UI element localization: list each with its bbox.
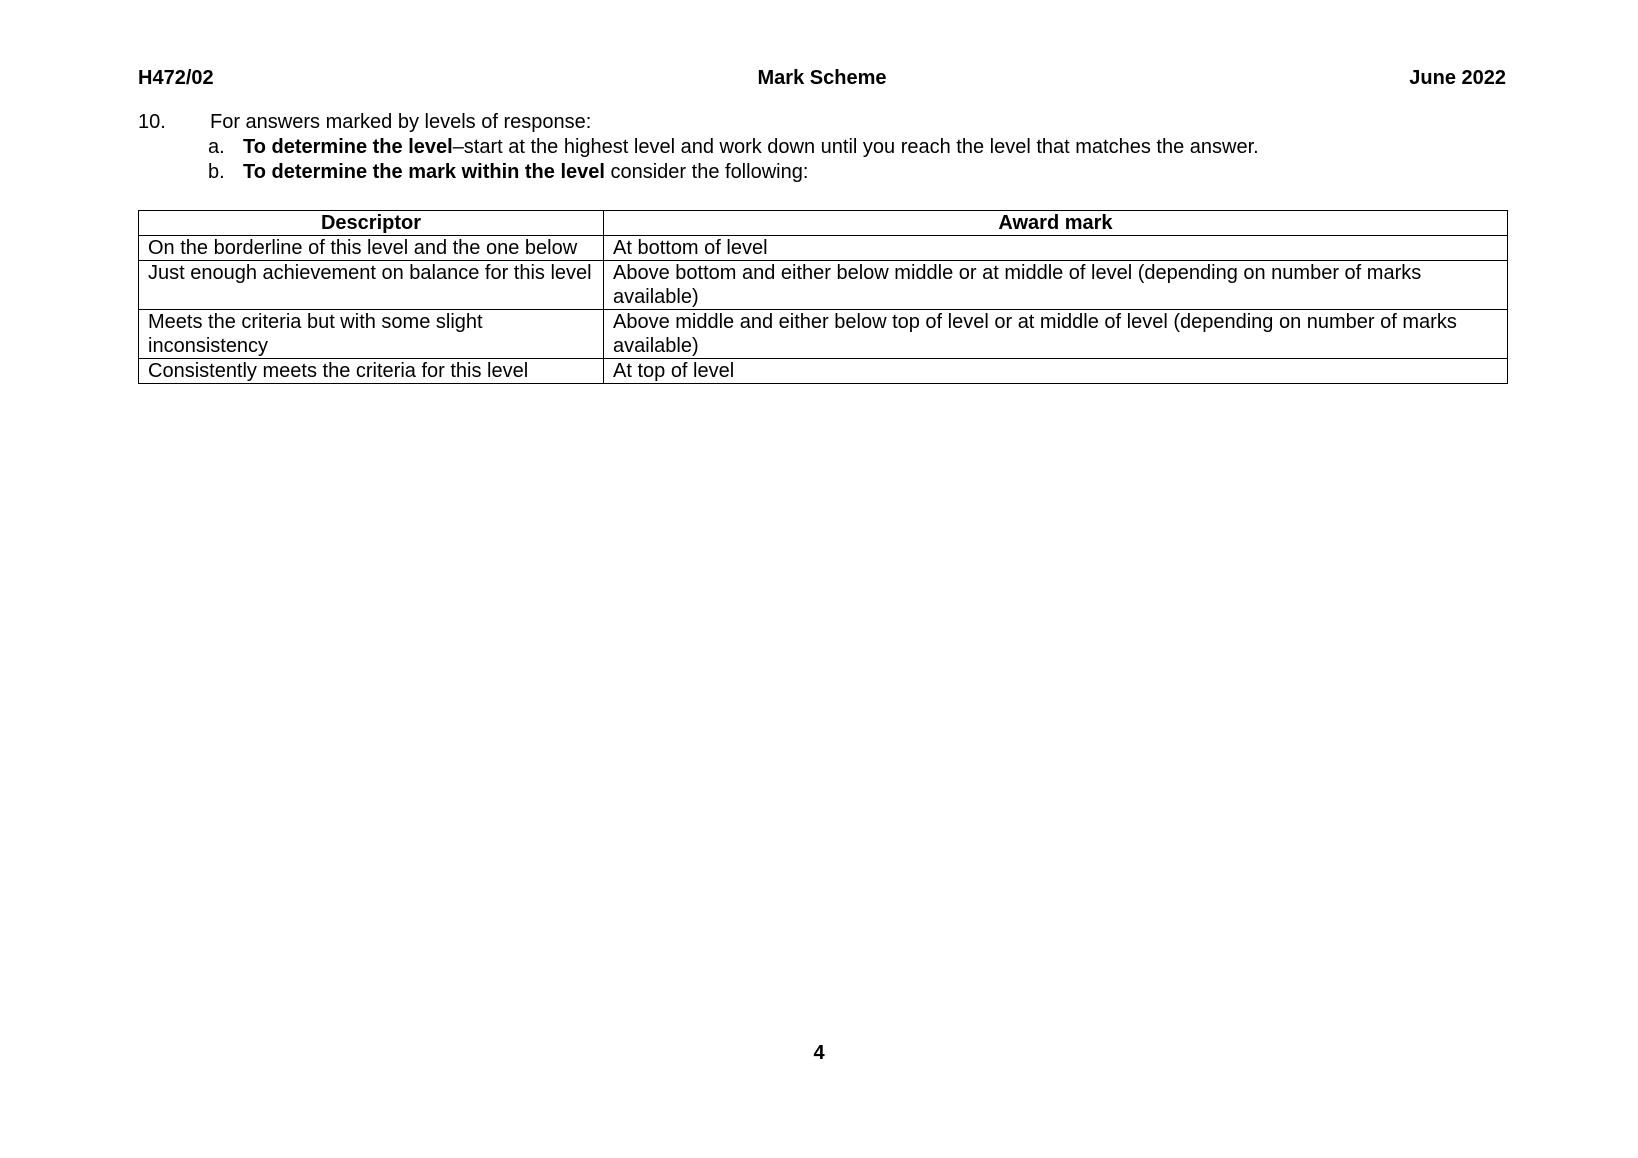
sub-point-b	[208, 160, 808, 185]
table-row	[139, 359, 1508, 384]
descriptor-cell: Meets the criteria but with some slight inconsistency	[139, 310, 604, 359]
table-header-row	[139, 211, 1508, 236]
column-header-descriptor: Descriptor	[139, 211, 604, 236]
table-row	[139, 310, 1508, 359]
table-row	[139, 261, 1508, 310]
sub-point-bold: To determine the mark within the level	[243, 161, 605, 183]
paper-code: H472/02	[138, 67, 214, 89]
descriptor-cell: Just enough achievement on balance for this level	[139, 261, 604, 310]
page-header	[138, 67, 1506, 95]
descriptor-cell: Consistently meets the criteria for this level	[139, 359, 604, 384]
award-mark-cell: At bottom of level	[604, 236, 1508, 261]
award-mark-cell: At top of level	[604, 359, 1508, 384]
column-header-award-mark: Award mark	[604, 211, 1508, 236]
sub-point-text: consider the following:	[604, 161, 809, 183]
sub-point-a	[208, 135, 1259, 160]
document-title: Mark Scheme	[757, 67, 887, 89]
page-number: 4	[813, 1042, 825, 1064]
item-intro: For answers marked by levels of response:	[210, 111, 592, 133]
item-number: 10.	[138, 111, 166, 133]
descriptor-cell: On the borderline of this level and the one below	[139, 236, 604, 261]
sub-point-bold: To determine the level	[243, 136, 453, 158]
award-mark-cell: Above middle and either below top of level or at middle of level (depending on number of marks available)	[604, 310, 1508, 359]
sub-point-text: –start at the highest level and work down until you reach the level that matches the answer.	[452, 136, 1259, 158]
marks-table	[138, 210, 1508, 384]
award-mark-cell: Above bottom and either below middle or at middle of level (depending on number of marks available)	[604, 261, 1508, 310]
table-row	[139, 236, 1508, 261]
sub-point-letter: a.	[208, 136, 225, 158]
exam-date: June 2022	[1409, 67, 1506, 89]
sub-point-letter: b.	[208, 161, 225, 183]
